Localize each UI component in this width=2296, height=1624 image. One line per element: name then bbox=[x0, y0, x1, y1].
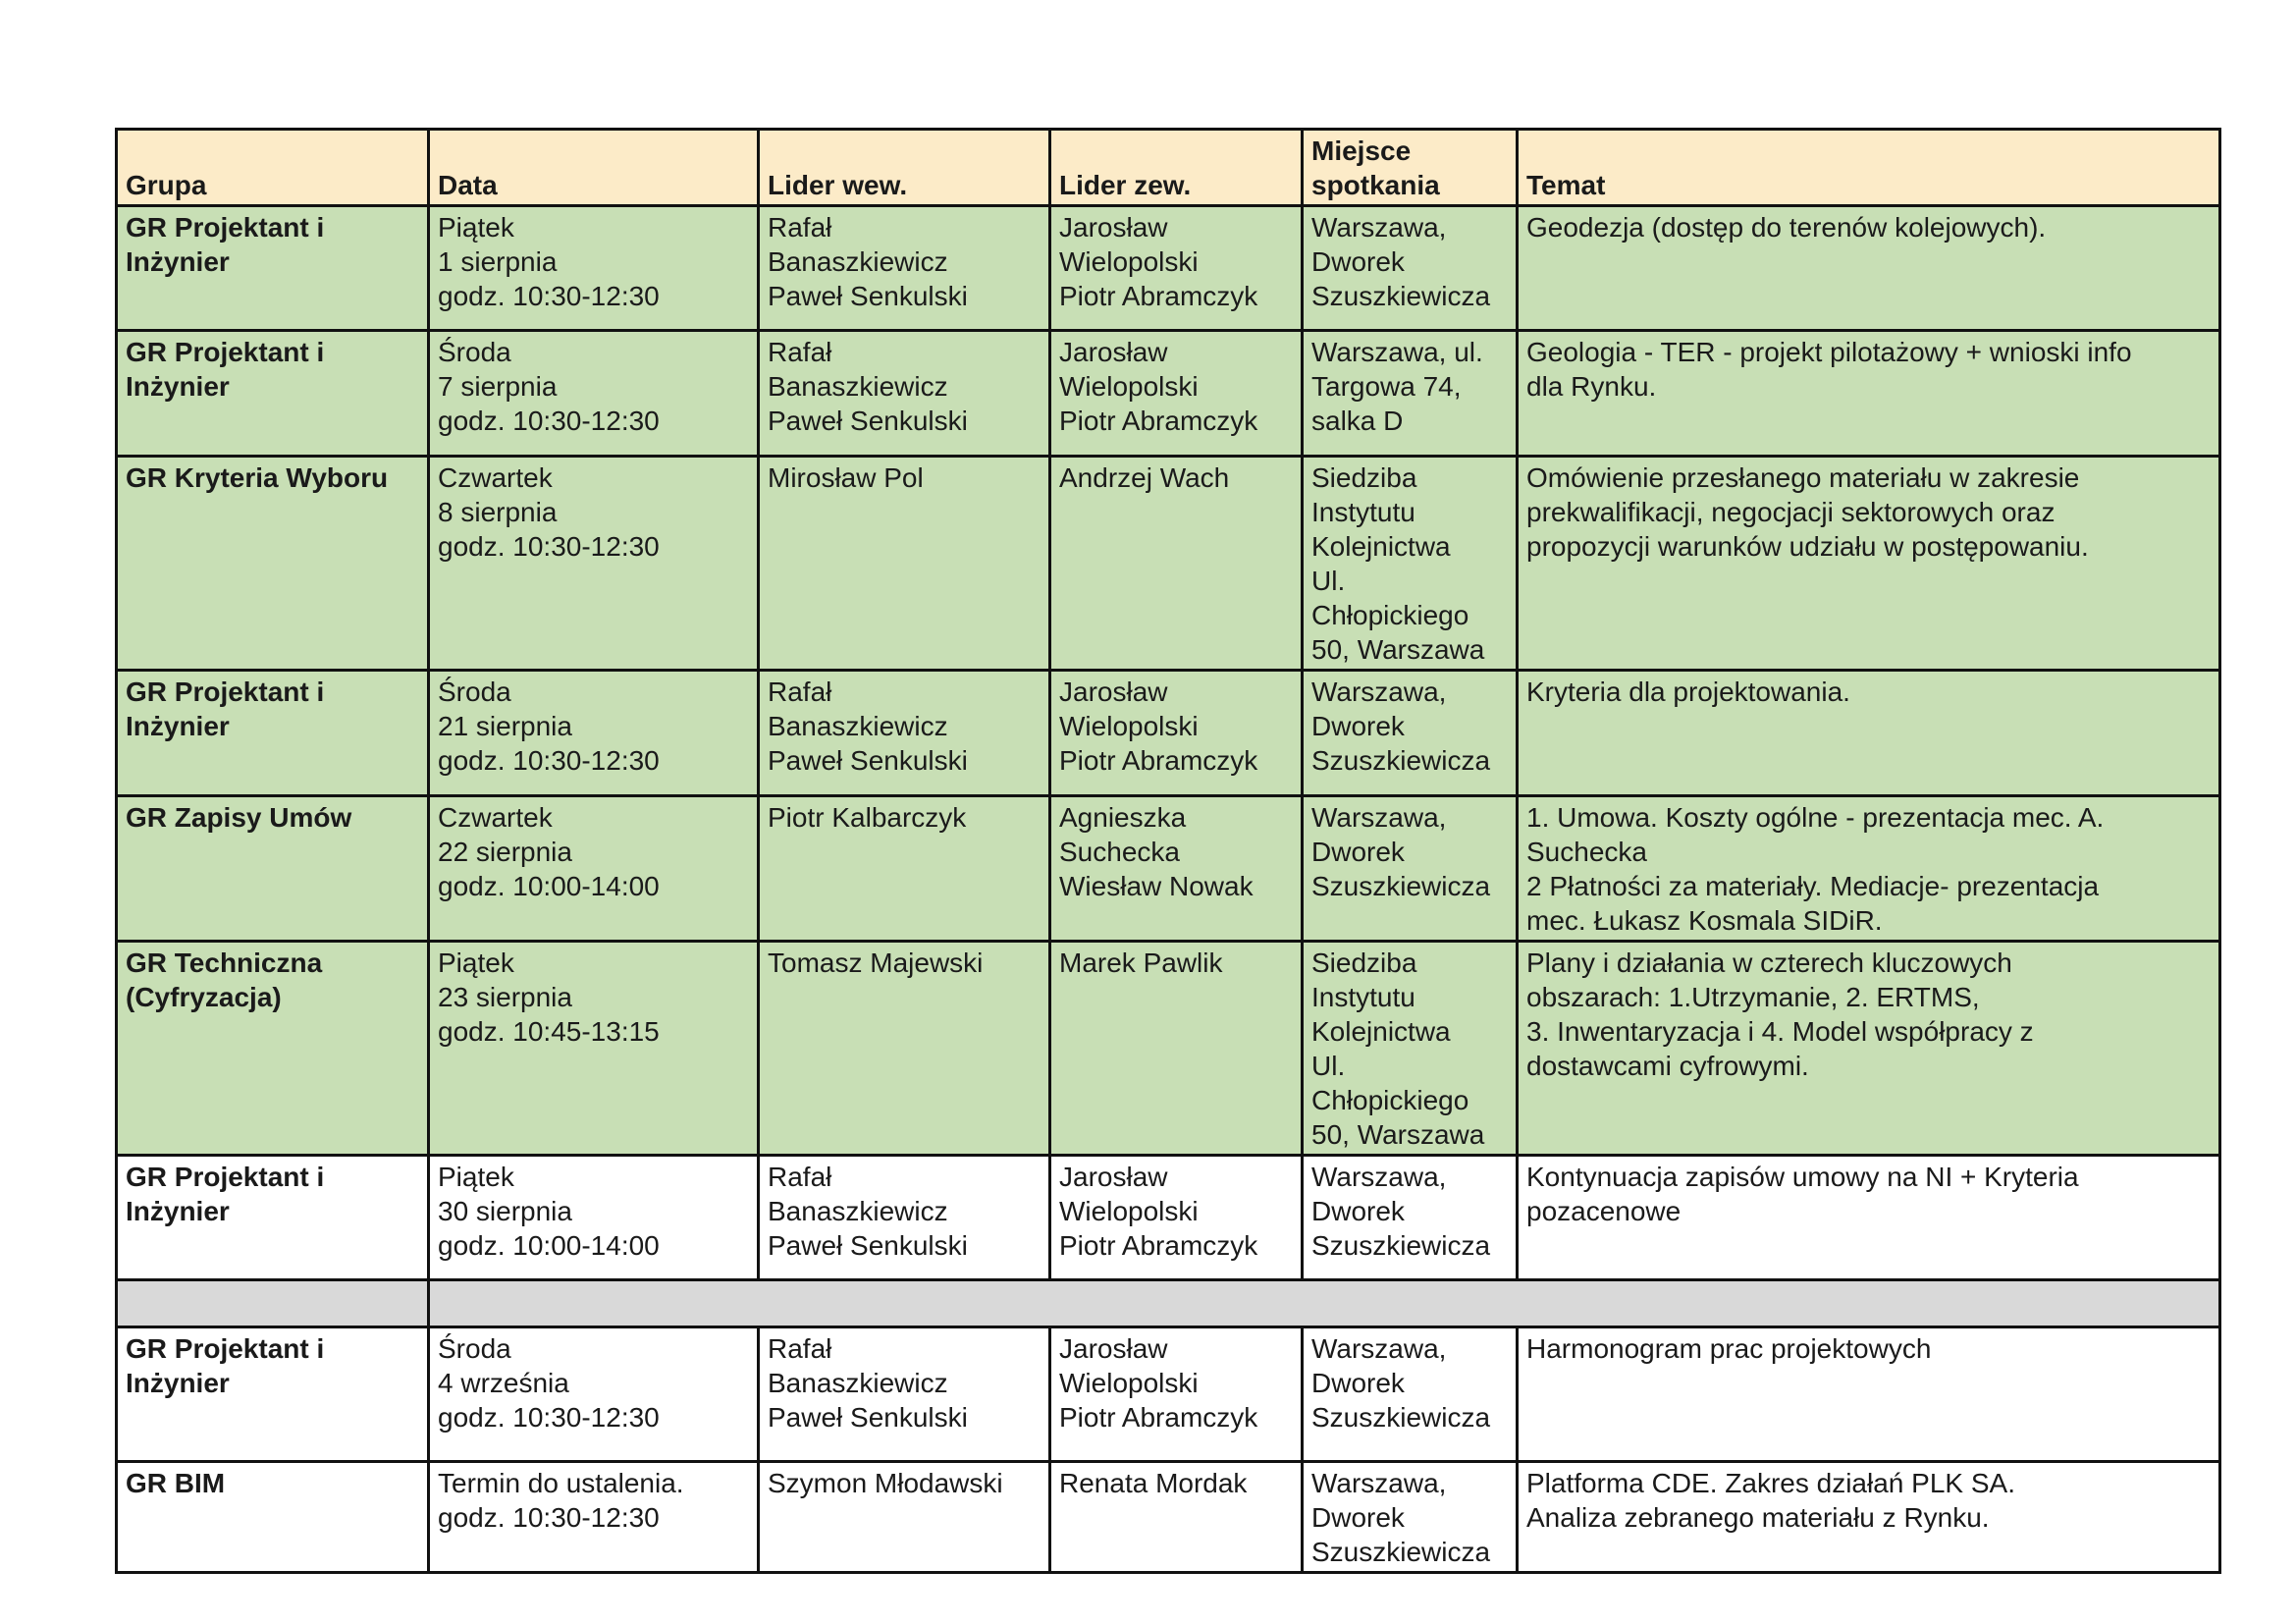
cell-group: GR Projektant i Inżynier bbox=[117, 331, 429, 457]
schedule-sheet bbox=[115, 128, 2218, 1574]
table-row bbox=[117, 942, 2220, 1156]
cell-group: GR Techniczna (Cyfryzacja) bbox=[117, 942, 429, 1156]
cell-topic: Geologia - TER - projekt pilotażowy + wnioski info dla Rynku. bbox=[1518, 331, 2220, 457]
cell-group: GR BIM bbox=[117, 1462, 429, 1573]
cell-date: Termin do ustalenia. godz. 10:30-12:30 bbox=[429, 1462, 759, 1573]
cell-topic: Geodezja (dostęp do terenów kolejowych). bbox=[1518, 206, 2220, 331]
cell-lead-external: Jarosław Wielopolski Piotr Abramczyk bbox=[1050, 671, 1303, 796]
cell-date: Środa 21 sierpnia godz. 10:30-12:30 bbox=[429, 671, 759, 796]
cell-lead-external: Andrzej Wach bbox=[1050, 457, 1303, 671]
cell-topic: 1. Umowa. Koszty ogólne - prezentacja mec. A. Suchecka 2 Płatności za materiały. Mediacje- prezentacja mec. Łukasz Kosmala SIDiR. bbox=[1518, 796, 2220, 942]
cell-lead-internal: Rafał Banaszkiewicz Paweł Senkulski bbox=[759, 1327, 1050, 1462]
cell-date: Piątek 23 sierpnia godz. 10:45-13:15 bbox=[429, 942, 759, 1156]
cell-lead-internal: Piotr Kalbarczyk bbox=[759, 796, 1050, 942]
cell-lead-internal: Mirosław Pol bbox=[759, 457, 1050, 671]
separator-row bbox=[117, 1280, 2220, 1327]
cell-lead-external: Jarosław Wielopolski Piotr Abramczyk bbox=[1050, 206, 1303, 331]
cell-place: Warszawa, Dworek Szuszkiewicza bbox=[1303, 1156, 1518, 1280]
cell-group: GR Kryteria Wyboru bbox=[117, 457, 429, 671]
cell-place: Warszawa, Dworek Szuszkiewicza bbox=[1303, 1462, 1518, 1573]
cell-group: GR Projektant i Inżynier bbox=[117, 206, 429, 331]
table-row bbox=[117, 457, 2220, 671]
cell-group: GR Projektant i Inżynier bbox=[117, 671, 429, 796]
cell-lead-internal: Rafał Banaszkiewicz Paweł Senkulski bbox=[759, 671, 1050, 796]
cell-topic: Harmonogram prac projektowych bbox=[1518, 1327, 2220, 1462]
cell-topic: Plany i działania w czterech kluczowych obszarach: 1.Utrzymanie, 2. ERTMS, 3. Inwentaryzacja i 4. Model współpracy z dostawcami cyfrowymi. bbox=[1518, 942, 2220, 1156]
table-row bbox=[117, 1327, 2220, 1462]
table-row bbox=[117, 1156, 2220, 1280]
cell-place: Warszawa, Dworek Szuszkiewicza bbox=[1303, 1327, 1518, 1462]
cell-place: Warszawa, Dworek Szuszkiewicza bbox=[1303, 796, 1518, 942]
cell-date: Środa 7 sierpnia godz. 10:30-12:30 bbox=[429, 331, 759, 457]
cell-lead-internal: Tomasz Majewski bbox=[759, 942, 1050, 1156]
table-row bbox=[117, 331, 2220, 457]
table-row bbox=[117, 1462, 2220, 1573]
separator-cell-wide bbox=[429, 1280, 2220, 1327]
separator-cell bbox=[117, 1280, 429, 1327]
cell-lead-internal: Rafał Banaszkiewicz Paweł Senkulski bbox=[759, 206, 1050, 331]
cell-lead-external: Jarosław Wielopolski Piotr Abramczyk bbox=[1050, 1327, 1303, 1462]
cell-lead-external: Marek Pawlik bbox=[1050, 942, 1303, 1156]
cell-date: Czwartek 22 sierpnia godz. 10:00-14:00 bbox=[429, 796, 759, 942]
cell-lead-external: Jarosław Wielopolski Piotr Abramczyk bbox=[1050, 331, 1303, 457]
cell-topic: Kontynuacja zapisów umowy na NI + Kryteria pozacenowe bbox=[1518, 1156, 2220, 1280]
cell-lead-external: Agnieszka Suchecka Wiesław Nowak bbox=[1050, 796, 1303, 942]
header-lider-wew: Lider wew. bbox=[759, 130, 1050, 206]
header-data: Data bbox=[429, 130, 759, 206]
header-grupa: Grupa bbox=[117, 130, 429, 206]
cell-topic: Platforma CDE. Zakres działań PLK SA. Analiza zebranego materiału z Rynku. bbox=[1518, 1462, 2220, 1573]
table-row bbox=[117, 671, 2220, 796]
cell-topic: Omówienie przesłanego materiału w zakresie prekwalifikacji, negocjacji sektorowych oraz propozycji warunków udziału w postępowaniu. bbox=[1518, 457, 2220, 671]
header-lider-zew: Lider zew. bbox=[1050, 130, 1303, 206]
cell-place: Warszawa, ul. Targowa 74, salka D bbox=[1303, 331, 1518, 457]
header-miejsce: Miejsce spotkania bbox=[1303, 130, 1518, 206]
cell-place: Siedziba Instytutu Kolejnictwa Ul. Chłopickiego 50, Warszawa bbox=[1303, 942, 1518, 1156]
table-row bbox=[117, 796, 2220, 942]
cell-date: Czwartek 8 sierpnia godz. 10:30-12:30 bbox=[429, 457, 759, 671]
cell-lead-internal: Rafał Banaszkiewicz Paweł Senkulski bbox=[759, 331, 1050, 457]
meeting-schedule-table bbox=[115, 128, 2221, 1574]
cell-lead-external: Jarosław Wielopolski Piotr Abramczyk bbox=[1050, 1156, 1303, 1280]
cell-lead-external: Renata Mordak bbox=[1050, 1462, 1303, 1573]
cell-date: Piątek 30 sierpnia godz. 10:00-14:00 bbox=[429, 1156, 759, 1280]
cell-group: GR Projektant i Inżynier bbox=[117, 1327, 429, 1462]
cell-place: Warszawa, Dworek Szuszkiewicza bbox=[1303, 206, 1518, 331]
cell-group: GR Projektant i Inżynier bbox=[117, 1156, 429, 1280]
header-row bbox=[117, 130, 2220, 206]
cell-date: Piątek 1 sierpnia godz. 10:30-12:30 bbox=[429, 206, 759, 331]
header-temat: Temat bbox=[1518, 130, 2220, 206]
cell-group: GR Zapisy Umów bbox=[117, 796, 429, 942]
table-row bbox=[117, 206, 2220, 331]
cell-lead-internal: Szymon Młodawski bbox=[759, 1462, 1050, 1573]
cell-date: Środa 4 września godz. 10:30-12:30 bbox=[429, 1327, 759, 1462]
cell-place: Warszawa, Dworek Szuszkiewicza bbox=[1303, 671, 1518, 796]
cell-lead-internal: Rafał Banaszkiewicz Paweł Senkulski bbox=[759, 1156, 1050, 1280]
cell-place: Siedziba Instytutu Kolejnictwa Ul. Chłopickiego 50, Warszawa bbox=[1303, 457, 1518, 671]
cell-topic: Kryteria dla projektowania. bbox=[1518, 671, 2220, 796]
